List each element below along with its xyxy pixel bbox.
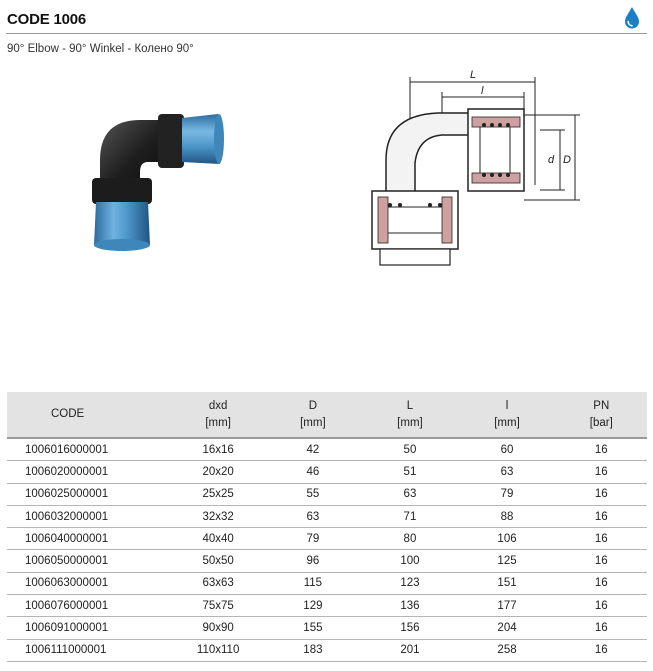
cell-code: 1006063000001 [7,572,172,594]
dimension-D-label: D [563,154,571,166]
header-D: D [mm] [264,392,361,438]
cell-D: 63 [264,505,361,527]
cell-l: 106 [458,528,555,550]
water-drop-icon [622,6,642,30]
cell-PN: 16 [556,438,647,461]
table-row [7,528,647,550]
dimension-l-label: l [481,85,484,97]
table-header-row [7,392,647,438]
table-row [7,639,647,661]
cell-dxd: 110x110 [172,639,264,661]
product-subtitle: 90° Elbow - 90° Winkel - Колено 90° [7,43,194,55]
cell-D: 183 [264,639,361,661]
cell-L: 123 [361,572,458,594]
cell-PN: 16 [556,639,647,661]
table-row [7,461,647,483]
table-row [7,438,647,461]
cell-L: 71 [361,505,458,527]
cell-PN: 16 [556,505,647,527]
dimensions-table [7,392,647,662]
header-l: l [mm] [458,392,555,438]
cell-code: 1006032000001 [7,505,172,527]
header-divider [6,33,647,34]
cell-code: 1006016000001 [7,438,172,461]
cell-code: 1006111000001 [7,639,172,661]
cell-L: 50 [361,438,458,461]
cell-l: 60 [458,438,555,461]
cell-PN: 16 [556,572,647,594]
cell-L: 63 [361,483,458,505]
cell-D: 96 [264,550,361,572]
cell-code: 1006076000001 [7,595,172,617]
page-title: CODE 1006 [7,11,87,28]
cross-section-drawing [360,65,590,270]
cell-l: 177 [458,595,555,617]
cell-l: 63 [458,461,555,483]
elbow-fitting-photo [70,100,240,260]
cell-dxd: 25x25 [172,483,264,505]
header-code: CODE [7,392,172,438]
cell-L: 51 [361,461,458,483]
cell-l: 258 [458,639,555,661]
cell-L: 100 [361,550,458,572]
cell-D: 79 [264,528,361,550]
cell-l: 151 [458,572,555,594]
cell-code: 1006020000001 [7,461,172,483]
cell-L: 156 [361,617,458,639]
cell-D: 46 [264,461,361,483]
cell-D: 42 [264,438,361,461]
cell-code: 1006040000001 [7,528,172,550]
cell-L: 80 [361,528,458,550]
cell-D: 155 [264,617,361,639]
cell-dxd: 32x32 [172,505,264,527]
header-PN: PN [bar] [556,392,647,438]
table-row [7,617,647,639]
header-L: L [mm] [361,392,458,438]
cell-dxd: 50x50 [172,550,264,572]
cell-PN: 16 [556,461,647,483]
cell-dxd: 75x75 [172,595,264,617]
cell-PN: 16 [556,550,647,572]
cell-dxd: 40x40 [172,528,264,550]
cell-code: 1006050000001 [7,550,172,572]
cell-l: 88 [458,505,555,527]
cell-dxd: 90x90 [172,617,264,639]
cell-PN: 16 [556,617,647,639]
cell-l: 79 [458,483,555,505]
cell-D: 129 [264,595,361,617]
cell-PN: 16 [556,595,647,617]
cell-l: 125 [458,550,555,572]
cell-code: 1006025000001 [7,483,172,505]
table-row [7,505,647,527]
table-row [7,483,647,505]
cell-dxd: 16x16 [172,438,264,461]
cell-PN: 16 [556,528,647,550]
table-row [7,550,647,572]
table-row [7,595,647,617]
dimension-d-label: d [548,154,555,166]
cell-dxd: 20x20 [172,461,264,483]
table-row [7,572,647,594]
cell-D: 55 [264,483,361,505]
cell-L: 201 [361,639,458,661]
header-dxd: dxd [mm] [172,392,264,438]
cell-code: 1006091000001 [7,617,172,639]
dimension-L-label: L [470,69,477,81]
cell-D: 115 [264,572,361,594]
cell-l: 204 [458,617,555,639]
cell-PN: 16 [556,483,647,505]
cell-L: 136 [361,595,458,617]
cell-dxd: 63x63 [172,572,264,594]
